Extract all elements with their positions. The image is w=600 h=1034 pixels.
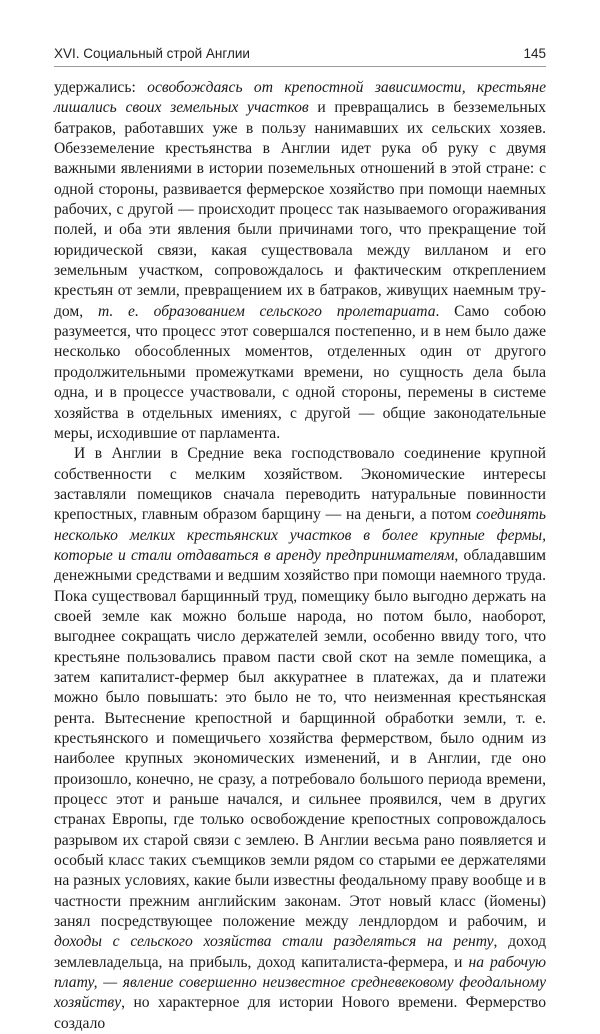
italic-emphasis: соединять несколько мелких крестьянских участков в более крупные фермы, которые и стали отдаваться в аренду предпринимателям xyxy=(54,506,546,564)
italic-emphasis: освобождаясь от крепостной зависимости, крестьяне лишались своих земельных участков xyxy=(54,79,546,117)
page-number: 145 xyxy=(523,46,546,61)
text-segment: И в Англии в Средние века господствовало соединение крупной собственности с мелким хозяйством. Экономические интересы заставляли помещиков сначала переводить натуральные повинности крепостных, главным образом барщину — на деньги, а потом xyxy=(54,445,546,524)
text-segment: удержались: xyxy=(54,79,148,96)
paragraph-2 xyxy=(54,444,546,1034)
text-segment: и превращались в безземельных батраков, работавших уже в пользу нанимавших их сельских хозяев. Обезземеление крестьянства в Англии идет рука об руку с двумя важными явлениями в истории поземельных отношений в этой стране: с одной стороны, развивается фермерское хозяйство при помощи наемных рабочих, с другой — происходит процесс так называемого огораживания полей, и оба эти явления были причинами того, что прекращение той юридической связи, какая существовала между вилланом и его земельным участком, сопровождалось и фактическим откреплением крестьян от земли, превращением их в батраков, живущих наемным трудом, xyxy=(54,99,547,320)
running-header xyxy=(54,44,546,67)
text-segment: , доход землевладельца, на прибыль, доход капиталиста-фермера, и xyxy=(54,933,547,971)
italic-emphasis: на рабочую плату, — явление совершенно неизвестное средневековому феодальному хозяйству xyxy=(54,953,546,1012)
text-segment: , обладавшим денежными средствами и ведшим хозяйство при помощи наемного труда. Пока существовал барщинный труд, помещику было выгодно держать на своей земле как можно больше народа, но потом было, наоборот, выгоднее сокращать число держателей земли, особенно ввиду того, что крестьяне пользовались правом пасти свой скот на земле помещика, а затем капиталист-фермер был аккуратнее в платежах, да и платежи можно было повышать: это было не то, что неизменная крестьянская рента. Вытеснение крепостной и барщинной обработки земли, т. е. крестьянского и помещичьего хозяйства фермерством, было одним из наиболее крупных экономических изменений, и в Англии, где оно произошло, конечно, не сразу, а потребовало большого периода времени, процесс этот и раньше начался, и сильнее проявился, чем в других странах Европы, где только освобождение крепостных сопровождалось разрывом их старой связи с землею. В Англии весьма рано появляется и особый класс таких съемщиков земли рядом со старыми ее держателями на разных условиях, какие были известны феодальному праву вообще и в частности прежним английским законам. Этот новый класс (йомены) занял посредствующее положение между лендлордом и рабочим, и xyxy=(54,546,547,931)
chapter-title: XVI. Социальный строй Англии xyxy=(54,46,250,61)
body-text xyxy=(54,78,546,1034)
text-segment: , но характерное для истории Нового времени. Фермерство создало xyxy=(54,994,546,1032)
paragraph-1 xyxy=(54,78,546,444)
italic-emphasis: доходы с сельского хозяйства стали разделяться на ренту xyxy=(54,933,494,951)
italic-emphasis: т. е. образованием сельского пролетариата xyxy=(97,302,436,320)
text-segment: . Само собою разумеется, что процесс этот совершался постепенно, и в нем было даже несколько обособленных моментов, отделенных один от другого продолжительными промежутками времени, но сущность дела была одна, и в процессе участвовали, с одной стороны, перемены в системе хозяйства в отдельных имениях, с другой — общие законодательные меры, исходившие от парламента. xyxy=(54,302,547,442)
